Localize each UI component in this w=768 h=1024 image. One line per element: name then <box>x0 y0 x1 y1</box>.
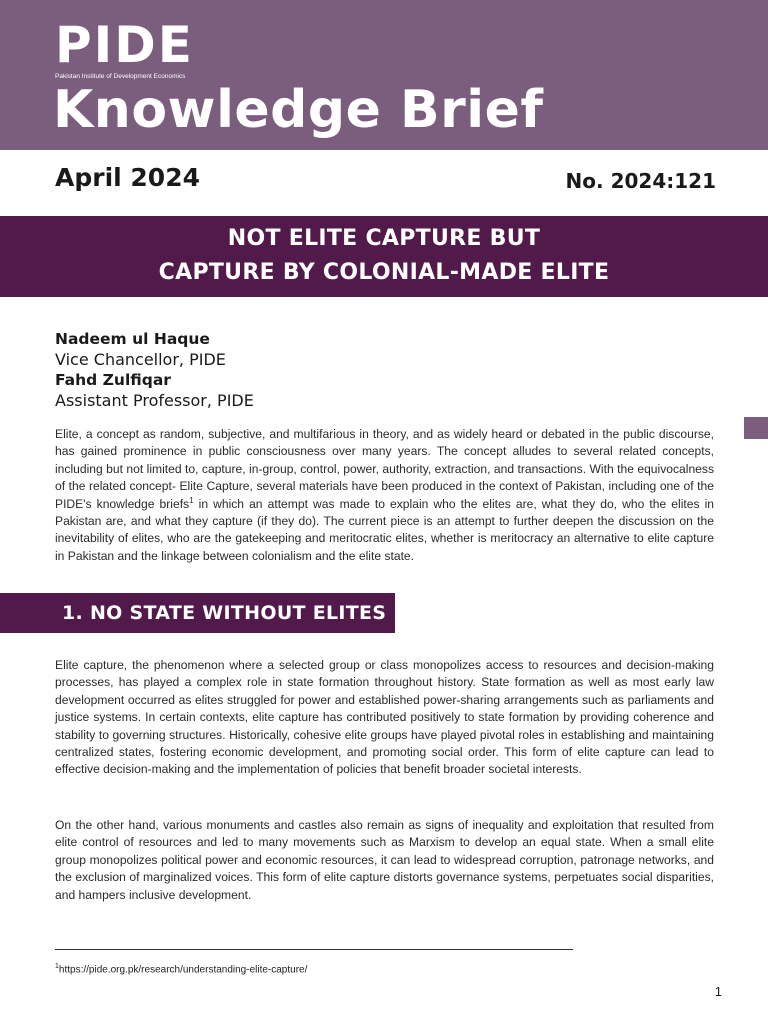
author-role: Assistant Professor, PIDE <box>55 391 254 410</box>
author-name: Nadeem ul Haque <box>55 330 210 348</box>
section-heading-band <box>0 593 395 633</box>
footnote-divider <box>55 949 573 950</box>
footnote-link[interactable]: https://pide.org.pk/research/understanding-elite-capture/ <box>58 964 308 976</box>
intro-paragraph <box>55 426 714 565</box>
side-tab-marker <box>744 417 768 439</box>
section-heading: 1. NO STATE WITHOUT ELITES <box>62 602 387 624</box>
title-line-2: CAPTURE BY COLONIAL-MADE ELITE <box>158 260 610 285</box>
series-title: Knowledge Brief <box>53 80 544 140</box>
publication-date: April 2024 <box>55 163 200 192</box>
footnote <box>55 960 307 976</box>
author-name: Fahd Zulfiqar <box>55 371 171 389</box>
header-banner <box>0 0 768 150</box>
footnote-mark: 1 <box>55 963 59 970</box>
logo-subtitle: Pakistan Institute of Development Economics <box>55 73 186 80</box>
title-band <box>0 216 768 297</box>
page-number: 1 <box>714 984 722 999</box>
footnote-ref[interactable]: 1 <box>189 495 194 505</box>
body-paragraph: On the other hand, various monuments and castles also remain as signs of inequality and exploitation that resulted from elite control of resources and led to many movements such as Marxism to develop an equal state. When a small elite group monopolizes political power and economic resources, it can lead to widespread corruption, patronage networks, and the exclusion of marginalized voices. This form of elite capture distorts governance systems, perpetuates social disparities, and hampers inclusive development. <box>55 818 714 902</box>
intro-text: Elite, a concept as random, subjective, and multifarious in theory, and as widely heard or debated in the public discourse, has gained prominence in public consciousness over many years. The concept alludes to several related concepts, including but not limited to, capture, in-group, control, power, authority, extraction, and transactions. With the equivocalness of the related concept- Elite Capture, several materials have been produced in the context of Pakistan, including one of the PIDE's knowledge briefs <box>55 427 714 511</box>
pide-logo: PIDE <box>55 16 194 74</box>
author-block <box>55 329 254 411</box>
title-line-1: NOT ELITE CAPTURE BUT <box>227 226 541 251</box>
intro-text-cont: in which an attempt was made to explain who the elites are, what they do, who the elites in Pakistan are, and what they capture (if they do). The current piece is an attempt to further deepen the discussion on the inevitability of elites, who are the gatekeeping and meritocratic elites, whether is meritocracy an alternative to elite capture in Pakistan and the linkage between colonialism and the elite state. <box>55 496 714 563</box>
author-role: Vice Chancellor, PIDE <box>55 350 226 369</box>
issue-number: No. 2024:121 <box>565 169 716 193</box>
body-paragraph: Elite capture, the phenomenon where a selected group or class monopolizes access to resources and decision-making processes, has played a complex role in state formation throughout history. State formation as well as most early law development occurred as elites struggled for power and established power-sharing arrangements such as parliaments and justice systems. In certain contexts, elite capture has contributed positively to state formation by providing coherence and stability to governing structures. Historically, cohesive elite groups have played pivotal roles in establishing and maintaining centralized states, fostering economic development, and promoting social order. This form of elite capture can lead to effective decision-making and the implementation of policies that benefit broader societal interests. <box>55 658 714 777</box>
